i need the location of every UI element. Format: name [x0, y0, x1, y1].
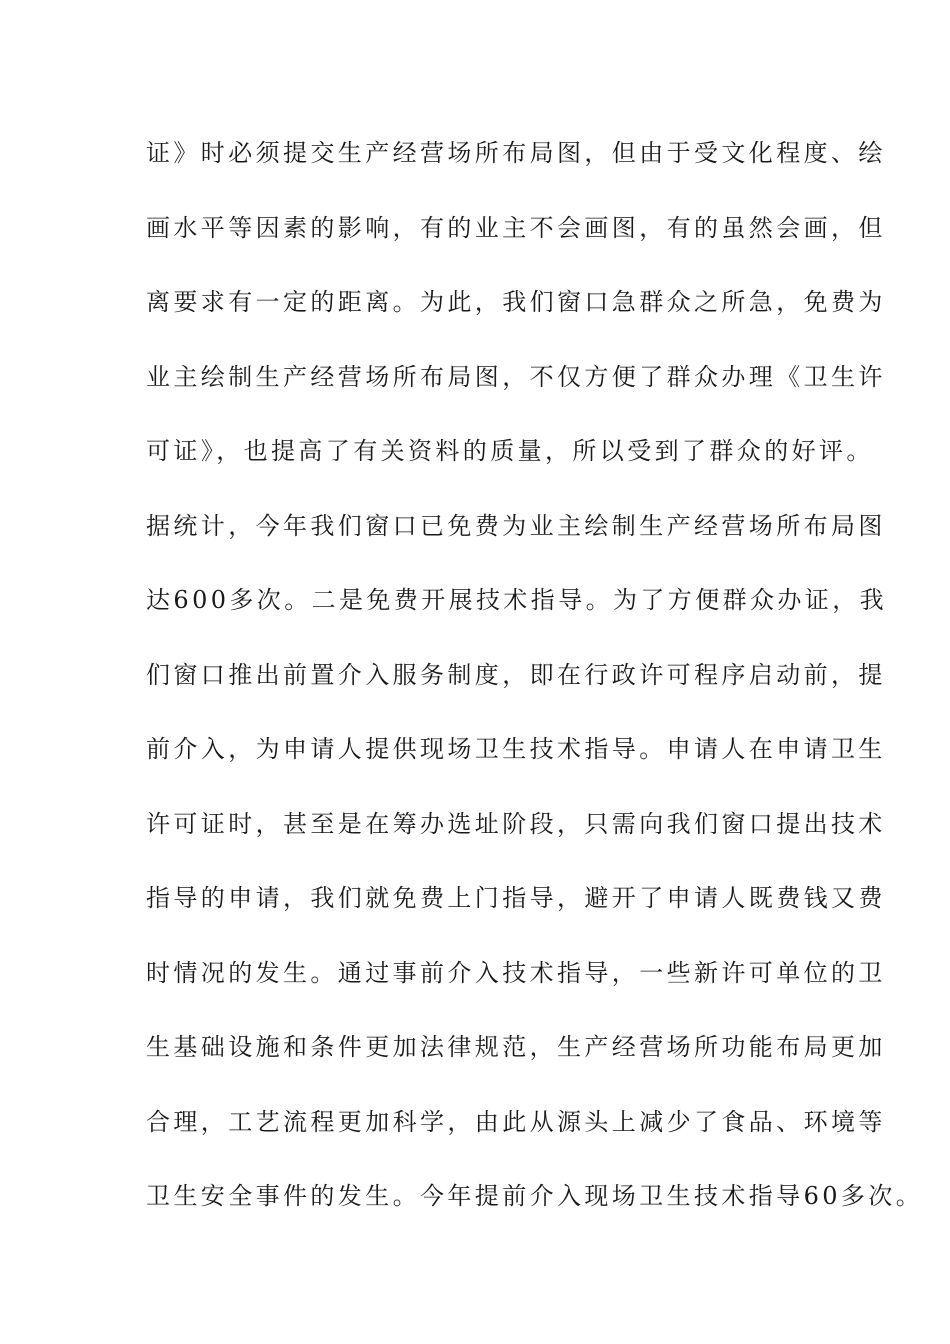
text-line-15: 卫生安全事件的发生。今年提前介入现场卫生技术指导60多次。	[146, 1182, 924, 1210]
text-line-13: 生基础设施和条件更加法律规范，生产经营场所功能布局更加	[146, 1033, 886, 1061]
text-line-4: 业主绘制生产经营场所布局图，不仅方便了群众办理《卫生许	[146, 362, 886, 391]
text-line-1: 证》时必须提交生产经营场所布局图，但由于受文化程度、绘	[146, 139, 886, 167]
document-body	[146, 133, 924, 1251]
text-line-6: 据统计，今年我们窗口已免费为业主绘制生产经营场所布局图	[146, 511, 886, 540]
text-line-11: 指导的申请，我们就免费上门指导，避开了申请人既费钱又费	[146, 884, 886, 912]
text-line-2: 画水平等因素的影响，有的业主不会画图，有的虽然会画，但	[146, 213, 886, 242]
text-line-12: 时情况的发生。通过事前介入技术指导，一些新许可单位的卫	[146, 958, 886, 987]
text-line-14: 合理，工艺流程更加科学，由此从源头上减少了食品、环境等	[146, 1107, 886, 1136]
text-line-8: 们窗口推出前置介入服务制度，即在行政许可程序启动前，提	[146, 660, 886, 689]
text-line-3: 离要求有一定的距离。为此，我们窗口急群众之所急，免费为	[146, 288, 886, 316]
text-line-9: 前介入，为申请人提供现场卫生技术指导。申请人在申请卫生	[146, 735, 886, 763]
text-line-5: 可证》，也提高了有关资料的质量，所以受到了群众的好评。	[146, 437, 874, 465]
text-line-10: 许可证时，甚至是在筹办选址阶段，只需向我们窗口提出技术	[146, 809, 886, 838]
text-line-7: 达600多次。二是免费开展技术指导。为了方便群众办证，我	[146, 586, 888, 614]
